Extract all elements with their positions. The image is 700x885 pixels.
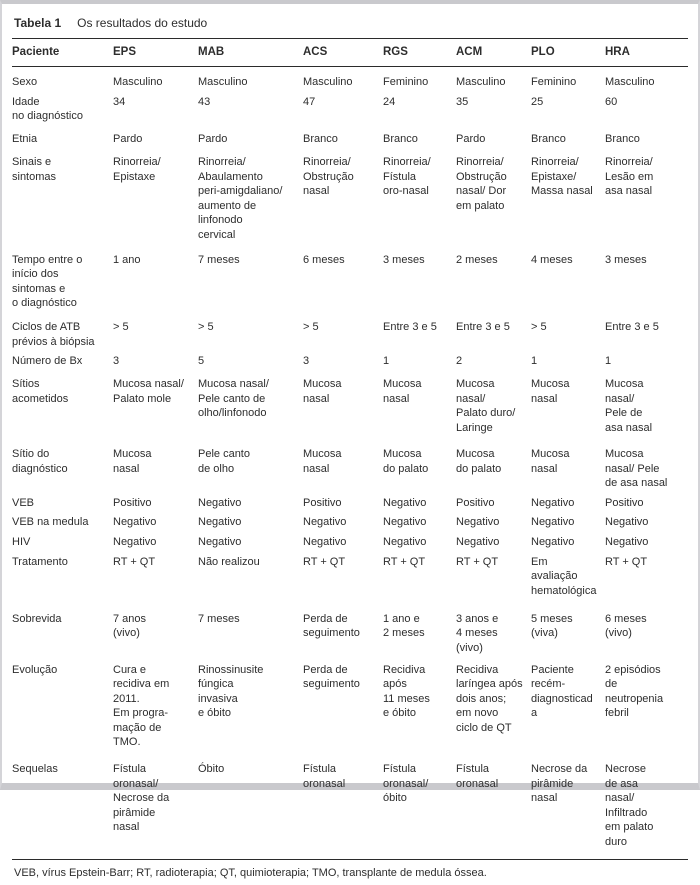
cell: Necrose da pirâmide nasal (531, 763, 588, 805)
table-row (12, 552, 688, 601)
cell: 5 meses (viva) (531, 612, 573, 640)
cell: Perda de seguimento (303, 612, 360, 640)
cell: Feminino (383, 76, 429, 89)
cell: Mucosa nasal (531, 378, 570, 405)
cell: Masculino (456, 76, 506, 89)
cell: Pardo (198, 133, 228, 146)
cell: Recidiva após 11 meses e óbito (383, 663, 430, 720)
cell: Positivo (113, 496, 152, 509)
table-row (12, 92, 688, 126)
cell: Masculino (198, 76, 248, 89)
cell: 5 (198, 355, 205, 368)
cell: 1 ano e 2 meses (383, 612, 425, 640)
col-header-acm: ACM (456, 39, 531, 67)
cell: Rinorreia/ Epistaxe/ Massa nasal (531, 156, 593, 198)
cell: Negativo (456, 535, 500, 548)
cell: Rinorreia/ Obstrução nasal (303, 156, 354, 198)
table-footnote: VEB, vírus Epstein-Barr; RT, radioterapia; QT, quimioterapia; TMO, transplante de medula óssea. (12, 859, 688, 885)
cell: 60 (605, 95, 618, 108)
cell: Pardo (456, 133, 486, 146)
table-row (12, 126, 688, 149)
cell: Paciente recém- diagnosticada (531, 663, 593, 720)
cell: Não realizou (198, 555, 260, 568)
cell: Óbito (198, 763, 225, 776)
cell: 3 anos e 4 meses (vivo) (456, 612, 499, 654)
cell: Mucosa nasal/ Pele canto de olho/linfonodo (198, 378, 269, 420)
cell: Perda de seguimento (303, 663, 360, 691)
cell: Mucosa nasal (531, 448, 570, 475)
row-label: Ciclos de ATB prévios à biópsia (12, 321, 95, 348)
cell: Rinorreia/ Abaulamento peri-amigdaliano/ aumento de linfonodo cervical (198, 156, 283, 241)
cell: 2 episódios de neutropenia febril (605, 663, 664, 720)
cell: Positivo (456, 496, 495, 509)
row-label: Tempo entre o início dos sintomas e o diagnóstico (12, 253, 83, 310)
cell: Rinorreia/ Lesão em asa nasal (605, 156, 654, 198)
cell: 1 (383, 355, 390, 368)
cell: Feminino (531, 76, 577, 89)
cell: Branco (383, 133, 418, 146)
cell: 3 (113, 355, 120, 368)
cell: Negativo (383, 496, 427, 509)
row-label: Sequelas (12, 763, 58, 776)
cell: Mucosa do palato (383, 448, 429, 475)
cell: Branco (531, 133, 566, 146)
cell: Rinorreia/ Obstrução nasal/ Dor em palato (456, 156, 507, 212)
cell: 1 ano (113, 253, 141, 266)
col-header-plo: PLO (531, 39, 605, 67)
table-row (12, 493, 688, 513)
cell: 1 (605, 355, 612, 368)
cell: Rinossinusite fúngica invasiva e óbito (198, 663, 264, 720)
table-row (12, 513, 688, 533)
table-row (12, 371, 688, 438)
cell: 43 (198, 95, 211, 108)
table-row (12, 313, 688, 352)
cell: Branco (605, 133, 640, 146)
cell: > 5 (198, 321, 214, 334)
cell: 3 meses (383, 253, 425, 266)
cell: > 5 (303, 321, 319, 334)
col-header-acs: ACS (303, 39, 383, 67)
row-label: Número de Bx (12, 355, 83, 368)
cell: 1 (531, 355, 538, 368)
row-label: Sinais e sintomas (12, 156, 57, 183)
cell: 6 meses (vivo) (605, 612, 647, 640)
cell: Entre 3 e 5 (383, 321, 437, 334)
cell: Entre 3 e 5 (605, 321, 659, 334)
cell: Negativo (383, 535, 427, 548)
cell: 6 meses (303, 253, 345, 266)
cell: Negativo (531, 516, 575, 529)
table-row (12, 658, 688, 753)
cell: Masculino (303, 76, 353, 89)
cell: Entre 3 e 5 (456, 321, 510, 334)
table-row (12, 67, 688, 93)
cell: 24 (383, 95, 396, 108)
cell: Negativo (531, 535, 575, 548)
cell: Masculino (605, 76, 655, 89)
cell: 4 meses (531, 253, 573, 266)
cell: Fístula oronasal (456, 763, 499, 790)
table-row (12, 601, 688, 658)
cell: Pele canto de olho (198, 448, 250, 475)
cell: Pardo (113, 133, 143, 146)
cell: Negativo (113, 535, 157, 548)
table-row (12, 245, 688, 314)
cell: Negativo (303, 535, 347, 548)
cell: Positivo (303, 496, 342, 509)
cell: Negativo (303, 516, 347, 529)
cell: Fístula oronasal/ óbito (383, 763, 429, 805)
cell: Rinorreia/ Fístula oro-nasal (383, 156, 431, 198)
cell: Mucosa nasal/ Palato mole (113, 378, 184, 405)
cell: Mucosa nasal (303, 378, 342, 405)
cell: RT + QT (303, 555, 346, 568)
cell: Negativo (198, 496, 242, 509)
table-header-row (12, 39, 688, 67)
table-row (12, 532, 688, 552)
cell: 34 (113, 95, 126, 108)
cell: Branco (303, 133, 338, 146)
col-header-hra: HRA (605, 39, 688, 67)
row-label: Etnia (12, 133, 38, 146)
cell: Negativo (531, 496, 575, 509)
cell: Fístula oronasal (303, 763, 346, 790)
cell: Mucosa do palato (456, 448, 502, 475)
cell: Negativo (605, 516, 649, 529)
table-row (12, 149, 688, 245)
cell: Positivo (605, 496, 644, 509)
row-label: Tratamento (12, 555, 68, 568)
row-label: Sobrevida (12, 612, 62, 625)
cell: 35 (456, 95, 469, 108)
cell: Negativo (456, 516, 500, 529)
cell: 2 (456, 355, 463, 368)
table-caption: Os resultados do estudo (77, 16, 208, 30)
cell: 2 meses (456, 253, 498, 266)
cell: Negativo (198, 516, 242, 529)
row-label: Sítio do diagnóstico (12, 448, 68, 475)
cell: Fístula oronasal/ Necrose da pirâmide nasal (113, 763, 170, 834)
cell: Mucosa nasal (113, 448, 152, 475)
cell: Negativo (383, 516, 427, 529)
table-row (12, 752, 688, 857)
row-label: Sítios acometidos (12, 378, 69, 405)
cell: RT + QT (456, 555, 499, 568)
table-row (12, 438, 688, 493)
cell: Cura e recidiva em 2011. Em progra- mação de TMO. (113, 663, 170, 749)
cell: Mucosa nasal/ Palato duro/ Laringe (456, 378, 516, 434)
results-table (12, 38, 688, 857)
cell: > 5 (531, 321, 547, 334)
row-label: Idade no diagnóstico (12, 95, 83, 123)
cell: 7 meses (198, 253, 240, 266)
cell: Mucosa nasal/ Pele de asa nasal (605, 448, 668, 490)
row-label: VEB na medula (12, 516, 89, 529)
cell: Necrose de asa nasal/ Infiltrado em palato duro (605, 763, 654, 848)
cell: 7 meses (198, 612, 240, 625)
cell: Rinorreia/ Epistaxe (113, 156, 161, 183)
row-label: VEB (12, 496, 35, 509)
col-header-eps: EPS (113, 39, 198, 67)
cell: Mucosa nasal (303, 448, 342, 475)
cell: Negativo (113, 516, 157, 529)
cell: 3 (303, 355, 310, 368)
cell: RT + QT (113, 555, 156, 568)
cell: Negativo (605, 535, 649, 548)
cell: 47 (303, 95, 316, 108)
table-row (12, 352, 688, 372)
cell: Masculino (113, 76, 163, 89)
cell: Recidiva laríngea após dois anos; em novo ciclo de QT (456, 663, 523, 734)
cell: 25 (531, 95, 544, 108)
table-number: Tabela 1 (14, 16, 62, 30)
cell: RT + QT (383, 555, 426, 568)
col-header-paciente: Paciente (12, 39, 113, 67)
cell: Mucosa nasal/ Pele de asa nasal (605, 378, 653, 434)
row-label: Evolução (12, 663, 58, 676)
table-title (12, 12, 688, 38)
cell: Mucosa nasal (383, 378, 422, 405)
row-label: HIV (12, 535, 31, 548)
cell: Em avaliação hematológica (531, 555, 597, 597)
cell: 7 anos (vivo) (113, 612, 147, 640)
cell: RT + QT (605, 555, 648, 568)
row-label: Sexo (12, 76, 38, 89)
cell: 3 meses (605, 253, 647, 266)
cell: Negativo (198, 535, 242, 548)
col-header-mab: MAB (198, 39, 303, 67)
col-header-rgs: RGS (383, 39, 456, 67)
cell: > 5 (113, 321, 129, 334)
